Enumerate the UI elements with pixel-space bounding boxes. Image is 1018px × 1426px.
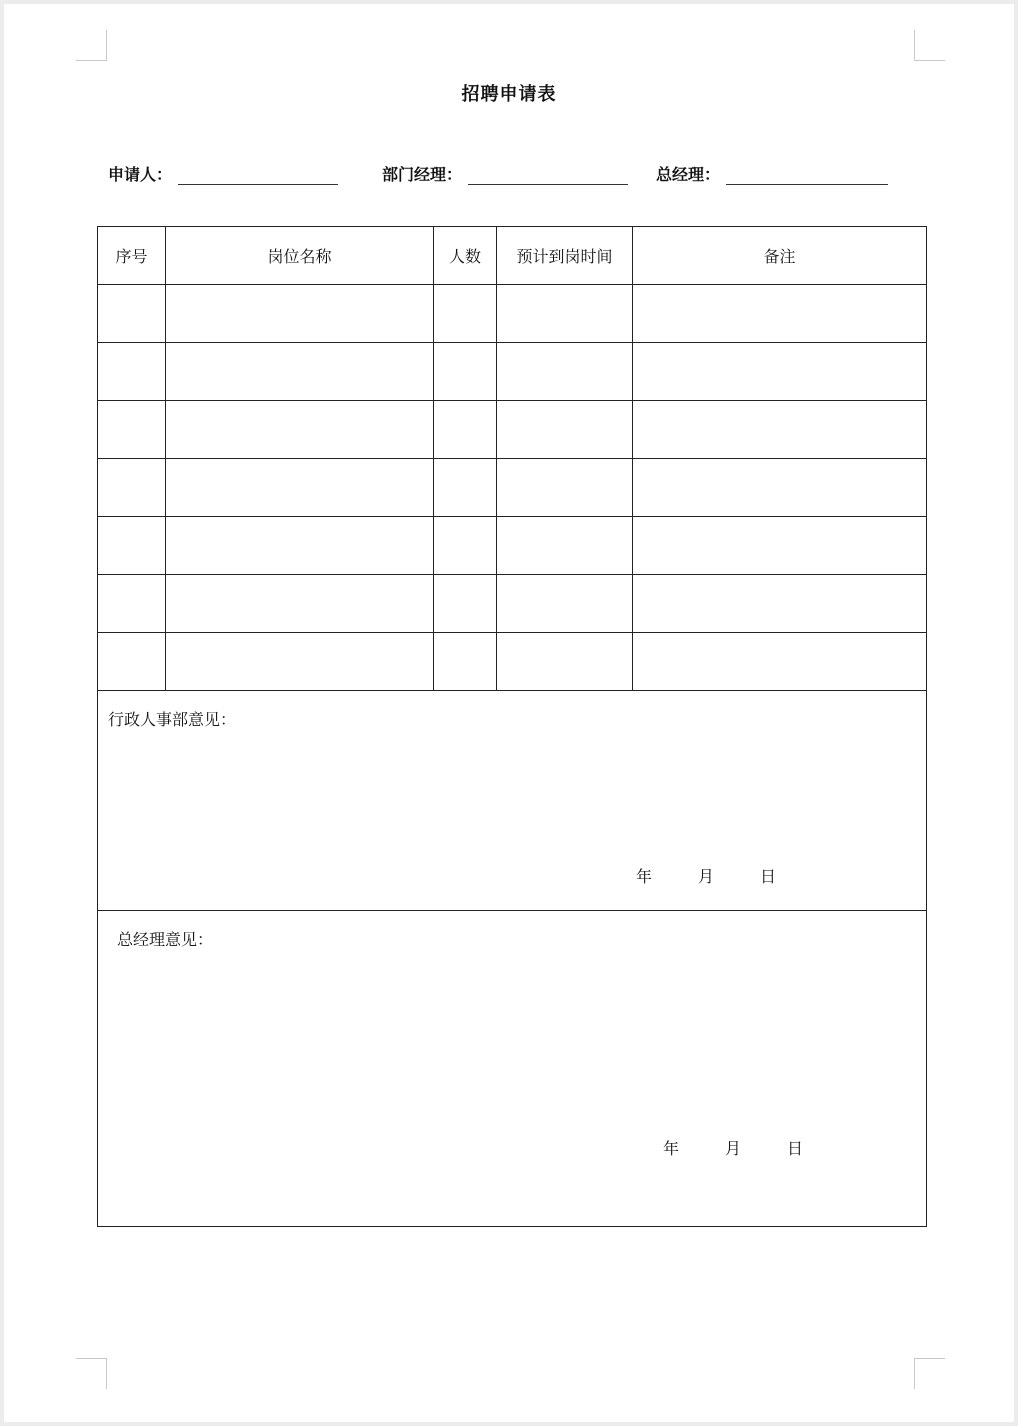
gm-year-label: 年 [663, 1139, 680, 1158]
date-cell[interactable] [497, 575, 633, 633]
general-manager-label: 总经理： [656, 165, 721, 184]
headcount-cell[interactable] [434, 401, 497, 459]
hr-opinion-cell[interactable] [98, 691, 927, 911]
headcount-cell[interactable] [434, 459, 497, 517]
applicant-field [108, 162, 338, 185]
headcount-cell[interactable] [434, 285, 497, 343]
date-cell[interactable] [497, 459, 633, 517]
hr-day-label: 日 [760, 867, 777, 886]
headcount-cell[interactable] [434, 633, 497, 691]
serial-cell[interactable] [98, 633, 166, 691]
table-row [98, 575, 927, 633]
hr-opinion-date [636, 864, 822, 887]
remarks-cell[interactable] [633, 517, 927, 575]
header-position-name: 岗位名称 [166, 227, 434, 285]
table-row [98, 343, 927, 401]
remarks-cell[interactable] [633, 401, 927, 459]
gm-opinion-row [98, 911, 927, 1227]
hr-year-label: 年 [636, 867, 653, 886]
crop-mark-top-left [76, 30, 107, 61]
date-cell[interactable] [497, 285, 633, 343]
dept-manager-blank[interactable] [468, 164, 628, 185]
date-cell[interactable] [497, 633, 633, 691]
position-cell[interactable] [166, 343, 434, 401]
header-remarks: 备注 [633, 227, 927, 285]
crop-mark-bottom-left [76, 1358, 107, 1389]
hr-opinion-row [98, 691, 927, 911]
date-cell[interactable] [497, 343, 633, 401]
general-manager-field [656, 162, 888, 185]
date-cell[interactable] [497, 517, 633, 575]
recruitment-table [97, 226, 927, 1227]
hr-month-label: 月 [698, 867, 715, 886]
remarks-cell[interactable] [633, 633, 927, 691]
table-row [98, 459, 927, 517]
crop-mark-top-right [914, 30, 945, 61]
position-cell[interactable] [166, 633, 434, 691]
header-headcount: 人数 [434, 227, 497, 285]
position-cell[interactable] [166, 285, 434, 343]
remarks-cell[interactable] [633, 459, 927, 517]
serial-cell[interactable] [98, 401, 166, 459]
position-cell[interactable] [166, 517, 434, 575]
headcount-cell[interactable] [434, 343, 497, 401]
page-title: 招聘申请表 [461, 84, 557, 105]
gm-opinion-cell[interactable] [98, 911, 927, 1227]
position-cell[interactable] [166, 459, 434, 517]
headcount-cell[interactable] [434, 575, 497, 633]
serial-cell[interactable] [98, 517, 166, 575]
dept-manager-field [382, 162, 628, 185]
crop-mark-bottom-right [914, 1358, 945, 1389]
table-header-row [98, 227, 927, 285]
remarks-cell[interactable] [633, 575, 927, 633]
applicant-blank[interactable] [178, 164, 338, 185]
gm-opinion-label: 总经理意见： [117, 930, 214, 949]
hr-opinion-label: 行政人事部意见： [108, 710, 237, 729]
table-row [98, 401, 927, 459]
serial-cell[interactable] [98, 459, 166, 517]
serial-cell[interactable] [98, 575, 166, 633]
gm-opinion-date [663, 1136, 849, 1159]
header-expected-date: 预计到岗时间 [497, 227, 633, 285]
position-cell[interactable] [166, 575, 434, 633]
general-manager-blank[interactable] [726, 164, 888, 185]
header-serial-no: 序号 [98, 227, 166, 285]
headcount-cell[interactable] [434, 517, 497, 575]
table-row [98, 285, 927, 343]
table-row [98, 633, 927, 691]
date-cell[interactable] [497, 401, 633, 459]
remarks-cell[interactable] [633, 285, 927, 343]
table-row [98, 517, 927, 575]
dept-manager-label: 部门经理： [382, 165, 463, 184]
serial-cell[interactable] [98, 285, 166, 343]
remarks-cell[interactable] [633, 343, 927, 401]
gm-day-label: 日 [787, 1139, 804, 1158]
position-cell[interactable] [166, 401, 434, 459]
serial-cell[interactable] [98, 343, 166, 401]
applicant-label: 申请人： [108, 165, 173, 184]
gm-month-label: 月 [725, 1139, 742, 1158]
